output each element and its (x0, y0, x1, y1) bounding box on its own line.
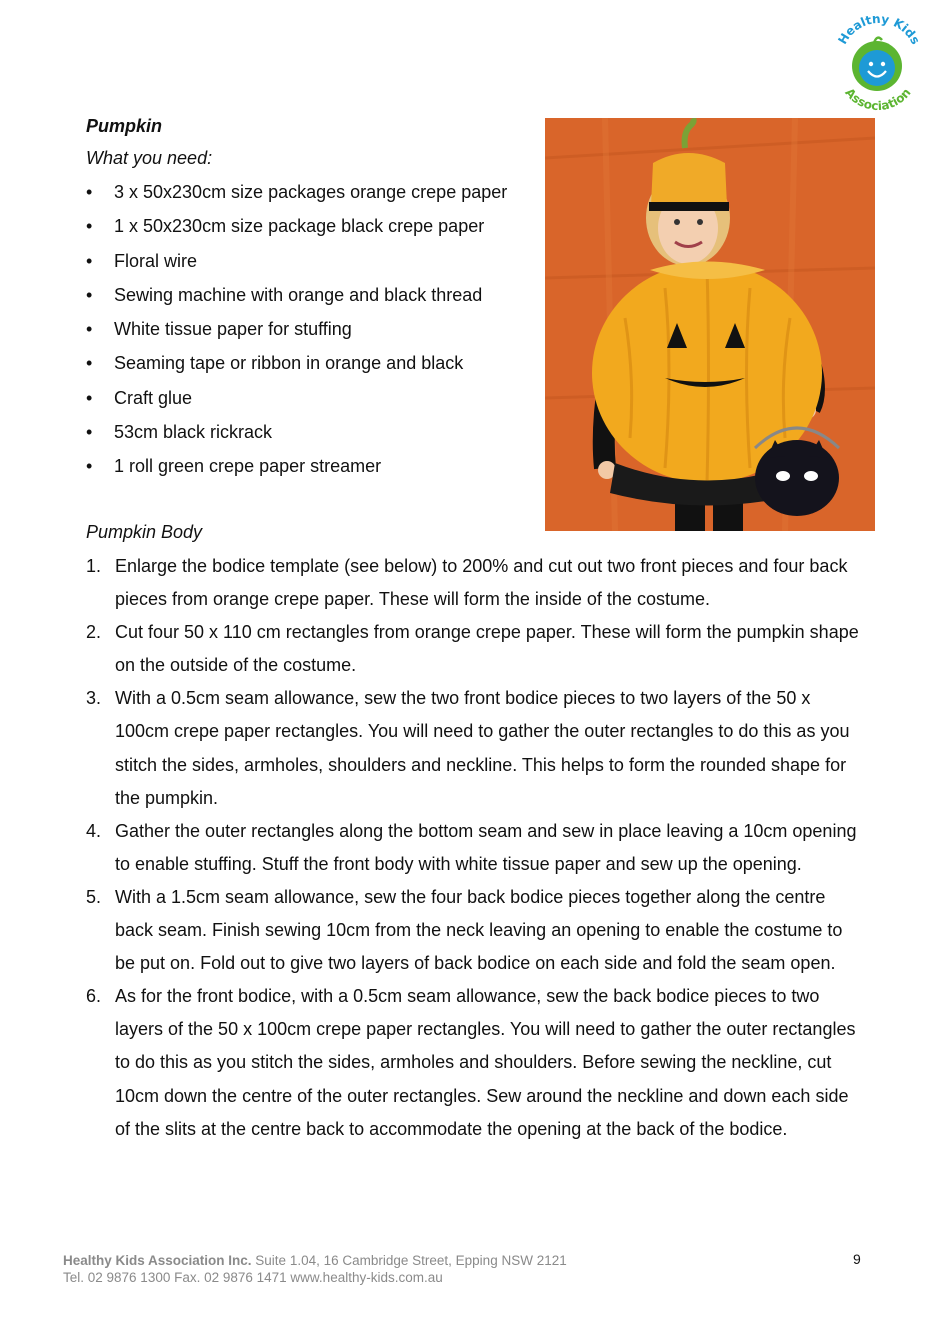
list-item (86, 349, 507, 383)
bullet-icon: • (86, 456, 93, 477)
list-item (86, 281, 507, 315)
material-text: Sewing machine with orange and black thread (114, 284, 483, 305)
list-item (86, 178, 507, 212)
pumpkin-costume-photo (545, 118, 875, 531)
list-item (86, 452, 507, 486)
bullet-icon: • (86, 182, 93, 202)
step-number: 2. (86, 622, 102, 643)
step-text: As for the front bodice, with a 0.5cm seam allowance, sew the back bodice pieces to two layers of the 50 x 100cm crepe paper rectangles. You will need to gather the outer rectangles to do this as you stitch the sides, armholes and shoulders. Before sewing the neckline, cut 10cm down the centre of the outer rectangles. Sew around the neckline and down each side of the slits at the centre back to accommodate the opening at the back of the bodice. (115, 986, 856, 1139)
list-item (86, 550, 866, 616)
bullet-icon: • (86, 250, 93, 271)
logo-eye-right (881, 62, 885, 66)
logo-top-text: Healthy Kids (835, 16, 923, 47)
footer-contact: Tel. 02 9876 1300 Fax. 02 9876 1471 www.healthy-kids.com.au (63, 1270, 443, 1285)
step-number: 5. (86, 886, 102, 907)
list-item (86, 682, 866, 814)
logo-bottom-text: Association (842, 85, 914, 112)
bullet-icon: • (86, 387, 93, 408)
materials-list (86, 178, 507, 487)
material-text: Craft glue (114, 387, 193, 408)
footer-address-line (63, 1252, 567, 1269)
bullet-icon: • (86, 319, 93, 340)
step-text: With a 1.5cm seam allowance, sew the four back bodice pieces together along the centre back seam. Finish sewing 10cm from the neck leaving an opening to enable the costume to be put on. Fold out to give two layers of back bodice on each side and fold the seam open. (115, 886, 843, 974)
list-item (86, 212, 507, 246)
logo-graphic (830, 16, 924, 112)
page-title: Pumpkin (86, 116, 163, 136)
step-text: Gather the outer rectangles along the bottom seam and sew in place leaving a 10cm opening to enable stuffing. Stuff the front body with white tissue paper and sew up the opening. (115, 820, 857, 874)
instructions-list (86, 550, 866, 1146)
step-text: Enlarge the bodice template (see below) to 200% and cut out two front pieces and four back pieces from orange crepe paper. These will form the inside of the costume. (115, 556, 848, 610)
step-number: 1. (86, 556, 102, 576)
material-text: White tissue paper for stuffing (114, 319, 352, 340)
material-text: 53cm black rickrack (114, 422, 273, 443)
step-text: Cut four 50 x 110 cm rectangles from orange crepe paper. These will form the pumpkin shape on the outside of the costume. (115, 622, 859, 676)
step-text: With a 0.5cm seam allowance, sew the two front bodice pieces to two layers of the 50 x 100cm crepe paper rectangles. You will need to gather the outer rectangles to do this as you stitch the sides, armholes, shoulders and neckline. This helps to form the rounded shape for the pumpkin. (115, 688, 850, 808)
list-item (86, 881, 866, 980)
material-text: 1 x 50x230cm size package black crepe paper (114, 216, 485, 237)
list-item (86, 418, 507, 452)
step-number: 6. (86, 986, 102, 1007)
list-item (86, 315, 507, 349)
material-text: 1 roll green crepe paper streamer (114, 456, 382, 477)
bullet-icon: • (86, 216, 93, 237)
footer-address: Suite 1.04, 16 Cambridge Street, Epping NSW 2121 (251, 1253, 567, 1268)
step-number: 3. (86, 688, 102, 709)
list-item (86, 384, 507, 418)
bullet-icon: • (86, 353, 93, 374)
page-footer (63, 1252, 567, 1286)
list-item (86, 247, 507, 281)
list-item (86, 616, 866, 682)
material-text: 3 x 50x230cm size packages orange crepe paper (114, 182, 508, 202)
section-heading: Pumpkin Body (86, 522, 203, 542)
healthy-kids-logo (830, 16, 924, 112)
bullet-icon: • (86, 422, 93, 443)
logo-eye-left (869, 62, 873, 66)
page-number: 9 (853, 1251, 861, 1267)
material-text: Seaming tape or ribbon in orange and black (114, 353, 464, 374)
bullet-icon: • (86, 284, 93, 305)
photo-illustration (545, 118, 875, 531)
list-item (86, 815, 866, 881)
list-item (86, 980, 866, 1145)
material-text: Floral wire (114, 250, 198, 271)
materials-heading: What you need: (86, 148, 213, 168)
logo-face (859, 50, 895, 86)
step-number: 4. (86, 820, 102, 841)
footer-org: Healthy Kids Association Inc. (63, 1253, 252, 1268)
